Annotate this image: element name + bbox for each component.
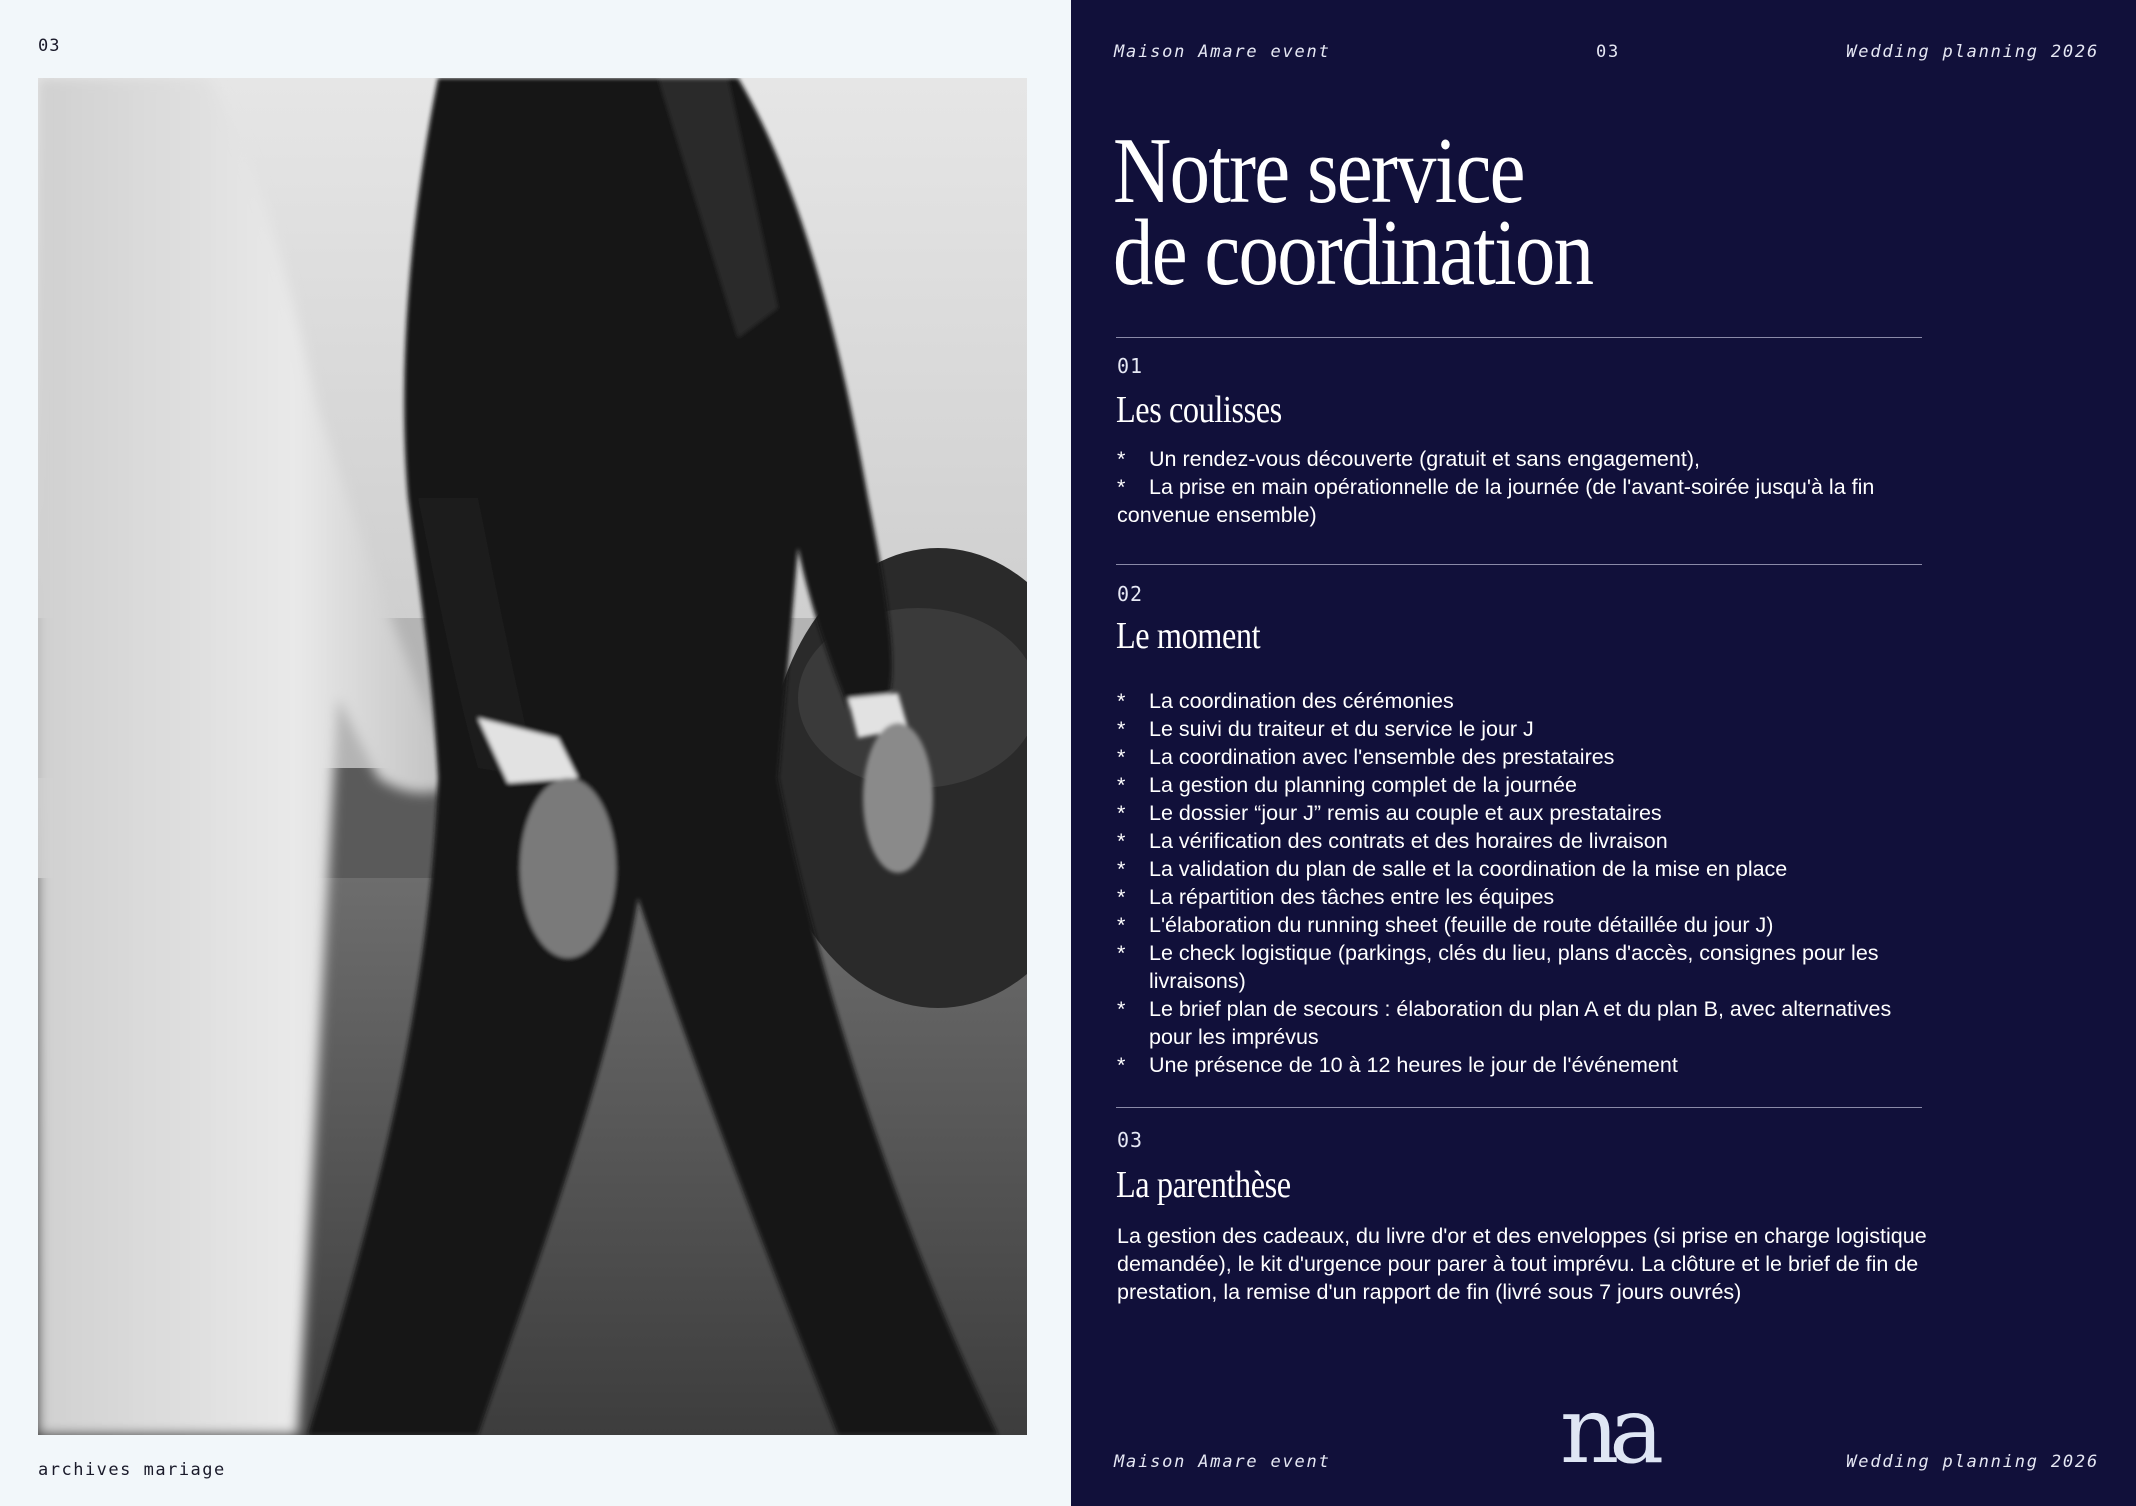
list-item: * La vérification des contrats et des horaires de livraison <box>1117 827 1907 855</box>
page-title-line-1: Notre service <box>1113 119 1524 223</box>
section-body <box>1117 687 1907 1079</box>
photo-caption: archives mariage <box>38 1460 226 1480</box>
section-title: Les coulisses <box>1116 389 1282 431</box>
section-title: La parenthèse <box>1116 1164 1291 1206</box>
list-item: * La gestion du planning complet de la journée <box>1117 771 1907 799</box>
header-edition: Wedding planning 2026 <box>1846 42 2099 62</box>
list-item: * Le check logistique (parkings, clés du lieu, plans d'accès, consignes pour les livraisons) <box>1117 939 1907 995</box>
list-item: * La répartition des tâches entre les équipes <box>1117 883 1907 911</box>
section-title: Le moment <box>1116 615 1261 657</box>
list-item: * La coordination avec l'ensemble des prestataires <box>1117 743 1907 771</box>
bullet-list <box>1117 687 1907 1079</box>
couple-photo <box>38 78 1027 1435</box>
section-number: 03 <box>1117 1128 1144 1152</box>
footer-edition: Wedding planning 2026 <box>1846 1452 2099 1472</box>
page-title <box>1113 119 1593 305</box>
left-page-number: 03 <box>38 36 61 56</box>
list-item: * La prise en main opérationnelle de la journée (de l'avant-soirée jusqu'à la fin convenue ensemble) <box>1117 473 1937 529</box>
header-brand: Maison Amare event <box>1114 42 1331 62</box>
right-page <box>1071 0 2136 1506</box>
list-item: * Un rendez-vous découverte (gratuit et sans engagement), <box>1117 445 1937 473</box>
list-item: * L'élaboration du running sheet (feuille de route détaillée du jour J) <box>1117 911 1907 939</box>
brand-logo: na <box>1559 1377 1655 1484</box>
list-item: * Le suivi du traiteur et du service le jour J <box>1117 715 1907 743</box>
section-number: 02 <box>1117 582 1144 606</box>
section-divider <box>1116 1107 1922 1108</box>
page-title-line-2: de coordination <box>1113 201 1593 305</box>
list-item: * La coordination des cérémonies <box>1117 687 1907 715</box>
section-divider <box>1116 337 1922 338</box>
list-item: * Une présence de 10 à 12 heures le jour de l'événement <box>1117 1051 1907 1079</box>
section-number: 01 <box>1117 354 1144 378</box>
list-item: * Le dossier “jour J” remis au couple et aux prestataires <box>1117 799 1907 827</box>
section-divider <box>1116 564 1922 565</box>
photo-couple-walking-icon <box>38 78 1027 1435</box>
bullet-list <box>1117 445 1937 529</box>
footer-brand: Maison Amare event <box>1114 1452 1331 1472</box>
list-item: * Le brief plan de secours : élaboration du plan A et du plan B, avec alternatives pour les imprévus <box>1117 995 1907 1051</box>
section-paragraph: La gestion des cadeaux, du livre d'or et des enveloppes (si prise en charge logistique demandée), le kit d'urgence pour parer à tout imprévu. La clôture et le brief de fin de prestation, la remise d'un rapport de fin (livré sous 7 jours ouvrés) <box>1117 1224 1927 1304</box>
header-page-number: 03 <box>1596 42 1621 62</box>
section-body <box>1117 445 1937 529</box>
list-item: * La validation du plan de salle et la coordination de la mise en place <box>1117 855 1907 883</box>
